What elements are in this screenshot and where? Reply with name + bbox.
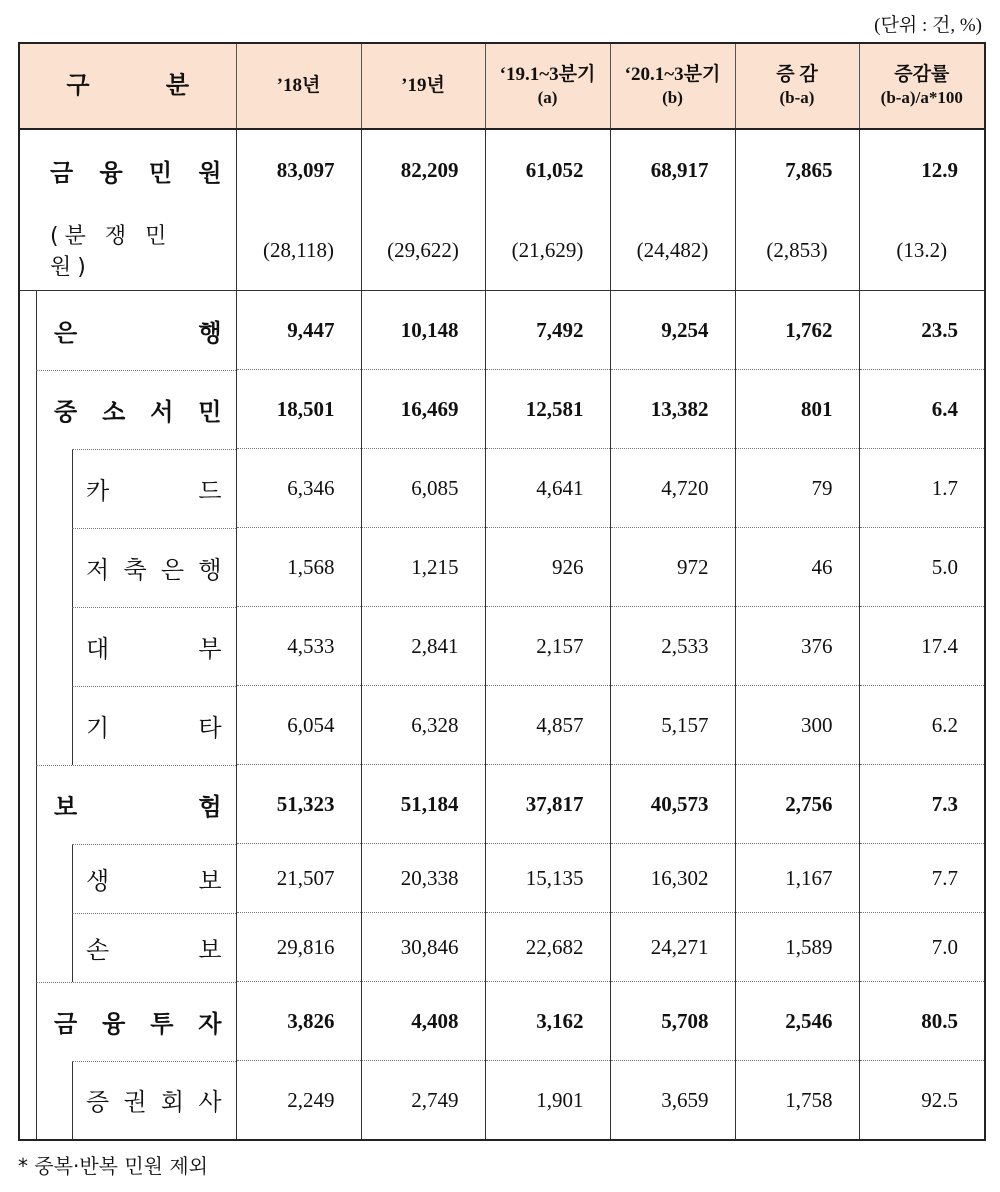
row-divider: [36, 765, 236, 766]
cell-value: 6.2: [859, 686, 985, 765]
cell-value: 7.7: [859, 844, 985, 913]
indent-guide: [36, 685, 37, 765]
cell-value: 29,816: [236, 913, 361, 982]
header-diff: [735, 43, 859, 129]
row-divider: [72, 844, 236, 845]
cell-value: 37,817: [485, 765, 610, 844]
cell-value: 1,215: [361, 528, 485, 607]
cell-value: 4,641: [485, 449, 610, 528]
header-rate: [859, 43, 985, 129]
row-label-char: 자: [198, 1009, 222, 1038]
cell-value: 6,085: [361, 449, 485, 528]
row-label-char: 보: [198, 866, 222, 895]
cell-value: 79: [735, 449, 859, 528]
row-label-char: 행: [198, 318, 222, 347]
cell-value: 6.4: [859, 370, 985, 449]
table-row: [19, 844, 985, 913]
complaints-table: [18, 42, 986, 1141]
row-label-char: 민: [198, 397, 222, 426]
table-row: [19, 210, 985, 291]
row-label-text: (분 쟁 민 원): [50, 224, 173, 280]
row-label: [19, 291, 236, 370]
row-label: [19, 844, 236, 913]
cell-value: (13.2): [859, 210, 985, 291]
indent-guide: [72, 1061, 73, 1140]
cell-value: 3,162: [485, 982, 610, 1061]
indent-guide: [72, 686, 73, 765]
row-label-char: 드: [198, 476, 222, 505]
row-label-char: 카: [86, 476, 110, 505]
header-2020-q1-3: [610, 43, 735, 129]
cell-value: 5.0: [859, 528, 985, 607]
row-label-char: 타: [198, 713, 222, 742]
cell-value: 20,338: [361, 844, 485, 913]
cell-value: 7.0: [859, 913, 985, 982]
row-label: [19, 449, 236, 528]
cell-value: 801: [735, 370, 859, 449]
cell-value: 10,148: [361, 291, 485, 370]
cell-value: 83,097: [236, 129, 361, 210]
row-label-char: 손: [86, 935, 110, 964]
cell-value: 7,492: [485, 291, 610, 370]
cell-value: 80.5: [859, 982, 985, 1061]
header-category: 구 분: [19, 43, 236, 129]
indent-guide: [36, 369, 37, 449]
cell-value: 16,302: [610, 844, 735, 913]
row-label-char: 권: [123, 1088, 147, 1117]
cell-value: 1,167: [735, 844, 859, 913]
cell-value: 3,659: [610, 1061, 735, 1141]
cell-value: (24,482): [610, 210, 735, 291]
header-row: [19, 43, 985, 129]
row-label-char: 대: [86, 634, 110, 663]
cell-value: 1,758: [735, 1061, 859, 1141]
indent-guide: [36, 1060, 37, 1140]
cell-value: 92.5: [859, 1061, 985, 1141]
row-label-char: 행: [198, 555, 222, 584]
row-label-char: 기: [86, 713, 110, 742]
row-label-char: 사: [198, 1088, 222, 1117]
row-label-char: 회: [160, 1088, 185, 1117]
cell-value: 2,249: [236, 1061, 361, 1141]
cell-value: (29,622): [361, 210, 485, 291]
cell-value: 1.7: [859, 449, 985, 528]
row-label: [19, 129, 236, 210]
row-divider: [72, 528, 236, 529]
header-diff-label: 증 감: [776, 63, 818, 85]
row-label: [19, 370, 236, 449]
indent-guide: [72, 449, 73, 528]
row-label-char: 금: [54, 1009, 78, 1038]
cell-value: 68,917: [610, 129, 735, 210]
table-row: [19, 528, 985, 607]
indent-guide: [36, 981, 37, 1061]
indent-guide: [36, 448, 37, 528]
row-label-char: 중: [54, 397, 78, 426]
cell-value: 24,271: [610, 913, 735, 982]
header-diff-sub: (b-a): [779, 88, 815, 108]
table-row: [19, 291, 985, 370]
row-label: [19, 607, 236, 686]
cell-value: 4,408: [361, 982, 485, 1061]
row-label-char: 투: [150, 1009, 174, 1038]
row-label-char: 융: [99, 158, 123, 187]
table-row: [19, 686, 985, 765]
header-2019-q1-3: [485, 43, 610, 129]
cell-value: 3,826: [236, 982, 361, 1061]
row-label: [19, 528, 236, 607]
row-label-char: 소: [102, 397, 126, 426]
cell-value: 9,254: [610, 291, 735, 370]
row-label-char: 축: [123, 555, 147, 584]
cell-value: 1,901: [485, 1061, 610, 1141]
row-label-char: 부: [198, 634, 222, 663]
cell-value: 2,841: [361, 607, 485, 686]
header-2018: ’18년: [236, 43, 361, 129]
cell-value: 4,720: [610, 449, 735, 528]
indent-guide: [36, 527, 37, 607]
row-label: [19, 210, 236, 291]
table-body: [19, 129, 985, 1140]
row-label-char: 은: [160, 555, 185, 584]
table-row: [19, 982, 985, 1061]
cell-value: 2,546: [735, 982, 859, 1061]
cell-value: (28,118): [236, 210, 361, 291]
cell-value: 16,469: [361, 370, 485, 449]
row-label-char: 원: [198, 158, 222, 187]
cell-value: 22,682: [485, 913, 610, 982]
header-2019: ’19년: [361, 43, 485, 129]
row-divider: [72, 607, 236, 608]
row-label-char: 보: [54, 792, 78, 821]
cell-value: 13,382: [610, 370, 735, 449]
cell-value: 61,052: [485, 129, 610, 210]
cell-value: 7,865: [735, 129, 859, 210]
row-label: [19, 913, 236, 982]
cell-value: (2,853): [735, 210, 859, 291]
header-2020-q-label: ‘20.1~3분기: [624, 63, 721, 85]
cell-value: 5,708: [610, 982, 735, 1061]
cell-value: 12,581: [485, 370, 610, 449]
row-label-char: 저: [86, 555, 110, 584]
cell-value: 926: [485, 528, 610, 607]
cell-value: 2,749: [361, 1061, 485, 1141]
cell-value: 17.4: [859, 607, 985, 686]
cell-value: 2,157: [485, 607, 610, 686]
row-label: [19, 982, 236, 1061]
cell-value: (21,629): [485, 210, 610, 291]
indent-guide: [36, 912, 37, 982]
cell-value: 15,135: [485, 844, 610, 913]
cell-value: 6,054: [236, 686, 361, 765]
table-row: [19, 129, 985, 210]
indent-guide: [36, 606, 37, 686]
row-label-char: 험: [198, 792, 222, 821]
indent-guide: [72, 528, 73, 607]
cell-value: 82,209: [361, 129, 485, 210]
cell-value: 9,447: [236, 291, 361, 370]
cell-value: 46: [735, 528, 859, 607]
cell-value: 2,756: [735, 765, 859, 844]
cell-value: 30,846: [361, 913, 485, 982]
table-row: [19, 1061, 985, 1141]
cell-value: 4,533: [236, 607, 361, 686]
cell-value: 5,157: [610, 686, 735, 765]
table-row: [19, 913, 985, 982]
cell-value: 18,501: [236, 370, 361, 449]
cell-value: 6,328: [361, 686, 485, 765]
row-label-char: 증: [86, 1088, 110, 1117]
row-label-char: 서: [150, 397, 174, 426]
cell-value: 51,323: [236, 765, 361, 844]
row-divider: [72, 1061, 236, 1062]
indent-guide: [36, 291, 37, 370]
header-2019-q-sub: (a): [537, 88, 558, 108]
row-label-char: 보: [198, 935, 222, 964]
header-rate-label: 증감률: [894, 63, 950, 85]
row-label-char: 융: [102, 1009, 126, 1038]
cell-value: 12.9: [859, 129, 985, 210]
row-label: [19, 686, 236, 765]
cell-value: 1,762: [735, 291, 859, 370]
row-divider: [72, 913, 236, 914]
header-2020-q-sub: (b): [662, 88, 683, 108]
footnote: * 중복·반복 민원 제외: [18, 1154, 208, 1178]
table-row: [19, 449, 985, 528]
row-label-char: 민: [148, 158, 173, 187]
unit-note: (단위 : 건, %): [874, 15, 982, 36]
cell-value: 40,573: [610, 765, 735, 844]
indent-guide: [72, 844, 73, 913]
cell-value: 6,346: [236, 449, 361, 528]
indent-guide: [36, 843, 37, 913]
row-label-char: 생: [86, 866, 110, 895]
cell-value: 1,589: [735, 913, 859, 982]
row-label: [19, 1061, 236, 1141]
table-row: [19, 370, 985, 449]
table-row: [19, 607, 985, 686]
cell-value: 51,184: [361, 765, 485, 844]
row-divider: [36, 982, 236, 983]
row-label-char: 금: [50, 158, 74, 187]
header-2019-q-label: ‘19.1~3분기: [499, 63, 596, 85]
cell-value: 2,533: [610, 607, 735, 686]
cell-value: 972: [610, 528, 735, 607]
indent-guide: [72, 913, 73, 982]
cell-value: 23.5: [859, 291, 985, 370]
header-rate-sub: (b-a)/a*100: [880, 88, 963, 108]
row-divider: [36, 370, 236, 371]
row-divider: [72, 686, 236, 687]
indent-guide: [72, 607, 73, 686]
cell-value: 300: [735, 686, 859, 765]
cell-value: 1,568: [236, 528, 361, 607]
table-row: [19, 765, 985, 844]
cell-value: 4,857: [485, 686, 610, 765]
cell-value: 7.3: [859, 765, 985, 844]
row-label: [19, 765, 236, 844]
cell-value: 376: [735, 607, 859, 686]
row-label-char: 은: [54, 318, 78, 347]
indent-guide: [36, 764, 37, 844]
row-divider: [72, 449, 236, 450]
cell-value: 21,507: [236, 844, 361, 913]
